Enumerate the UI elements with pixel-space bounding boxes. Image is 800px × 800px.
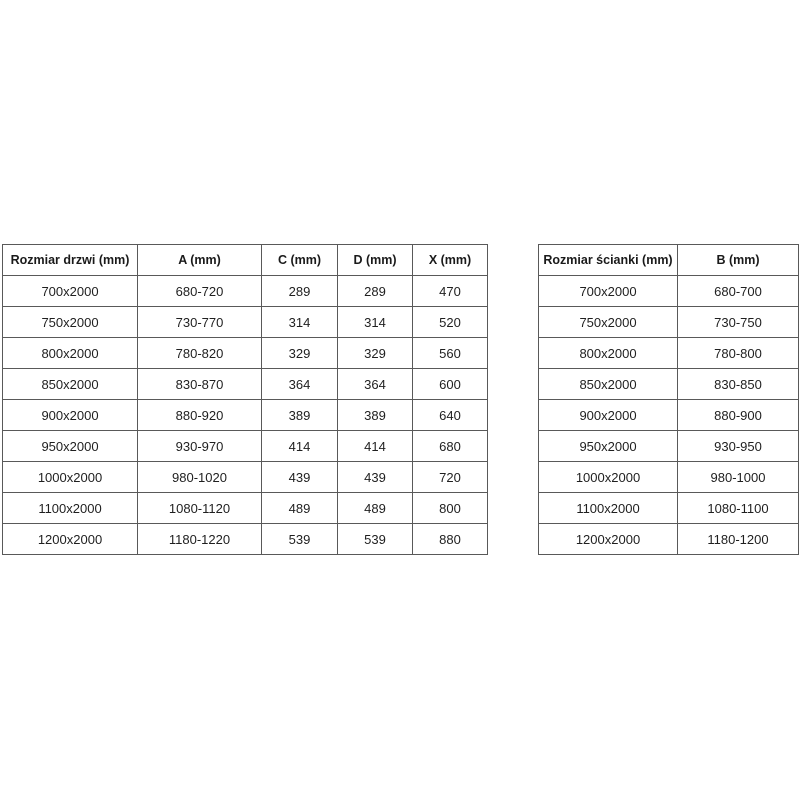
table-row (3, 369, 488, 400)
table-cell: 850x2000 (539, 369, 678, 400)
table-cell: 750x2000 (539, 307, 678, 338)
table-cell: 389 (262, 400, 338, 431)
table-row (539, 338, 799, 369)
table-cell: 1180-1200 (678, 524, 799, 555)
table-cell: 414 (338, 431, 413, 462)
table-cell: 980-1000 (678, 462, 799, 493)
table-cell: 930-950 (678, 431, 799, 462)
table-cell: 830-850 (678, 369, 799, 400)
table-cell: 680-720 (138, 276, 262, 307)
table-cell: 439 (338, 462, 413, 493)
wall-sizes-table (538, 244, 799, 555)
column-header: Rozmiar drzwi (mm) (3, 245, 138, 276)
table-cell: 730-770 (138, 307, 262, 338)
header-row (3, 245, 488, 276)
column-header: X (mm) (413, 245, 488, 276)
table-row (3, 307, 488, 338)
table-cell: 439 (262, 462, 338, 493)
table-cell: 314 (262, 307, 338, 338)
table-row (539, 276, 799, 307)
table-cell: 520 (413, 307, 488, 338)
table-row (3, 524, 488, 555)
table-row (3, 400, 488, 431)
table-cell: 1100x2000 (3, 493, 138, 524)
table-cell: 1180-1220 (138, 524, 262, 555)
table-cell: 800x2000 (539, 338, 678, 369)
column-header: B (mm) (678, 245, 799, 276)
column-header: A (mm) (138, 245, 262, 276)
table-cell: 1100x2000 (539, 493, 678, 524)
table-cell: 364 (338, 369, 413, 400)
table-cell: 680-700 (678, 276, 799, 307)
table-cell: 560 (413, 338, 488, 369)
table-cell: 364 (262, 369, 338, 400)
table-cell: 329 (338, 338, 413, 369)
table-cell: 289 (262, 276, 338, 307)
table-cell: 539 (262, 524, 338, 555)
column-header: Rozmiar ścianki (mm) (539, 245, 678, 276)
table-row (539, 400, 799, 431)
table-cell: 950x2000 (3, 431, 138, 462)
table-cell: 414 (262, 431, 338, 462)
table-row (539, 431, 799, 462)
table-cell: 1000x2000 (539, 462, 678, 493)
table-cell: 389 (338, 400, 413, 431)
table-cell: 880-920 (138, 400, 262, 431)
table-row (3, 276, 488, 307)
table-row (539, 369, 799, 400)
table-cell: 880 (413, 524, 488, 555)
table-cell: 780-800 (678, 338, 799, 369)
table-cell: 950x2000 (539, 431, 678, 462)
table-cell: 880-900 (678, 400, 799, 431)
table-row (539, 307, 799, 338)
table-cell: 600 (413, 369, 488, 400)
table-cell: 900x2000 (539, 400, 678, 431)
table-cell: 489 (338, 493, 413, 524)
header-row (539, 245, 799, 276)
column-header: C (mm) (262, 245, 338, 276)
table-row (539, 462, 799, 493)
table-cell: 1080-1120 (138, 493, 262, 524)
table-cell: 800x2000 (3, 338, 138, 369)
table-cell: 980-1020 (138, 462, 262, 493)
table-cell: 700x2000 (539, 276, 678, 307)
table-cell: 780-820 (138, 338, 262, 369)
table-cell: 800 (413, 493, 488, 524)
door-sizes-table (2, 244, 488, 555)
table-cell: 850x2000 (3, 369, 138, 400)
table-cell: 289 (338, 276, 413, 307)
table-cell: 329 (262, 338, 338, 369)
table-cell: 680 (413, 431, 488, 462)
column-header: D (mm) (338, 245, 413, 276)
table-cell: 640 (413, 400, 488, 431)
table-cell: 730-750 (678, 307, 799, 338)
table-cell: 1200x2000 (3, 524, 138, 555)
table-cell: 720 (413, 462, 488, 493)
table-cell: 1080-1100 (678, 493, 799, 524)
table-cell: 489 (262, 493, 338, 524)
table-row (3, 462, 488, 493)
table-cell: 700x2000 (3, 276, 138, 307)
table-row (539, 524, 799, 555)
table-cell: 539 (338, 524, 413, 555)
table-cell: 830-870 (138, 369, 262, 400)
table-cell: 314 (338, 307, 413, 338)
table-row (539, 493, 799, 524)
table-row (3, 338, 488, 369)
table-cell: 930-970 (138, 431, 262, 462)
table-cell: 470 (413, 276, 488, 307)
table-cell: 1200x2000 (539, 524, 678, 555)
table-cell: 1000x2000 (3, 462, 138, 493)
table-cell: 900x2000 (3, 400, 138, 431)
table-row (3, 493, 488, 524)
table-cell: 750x2000 (3, 307, 138, 338)
table-row (3, 431, 488, 462)
